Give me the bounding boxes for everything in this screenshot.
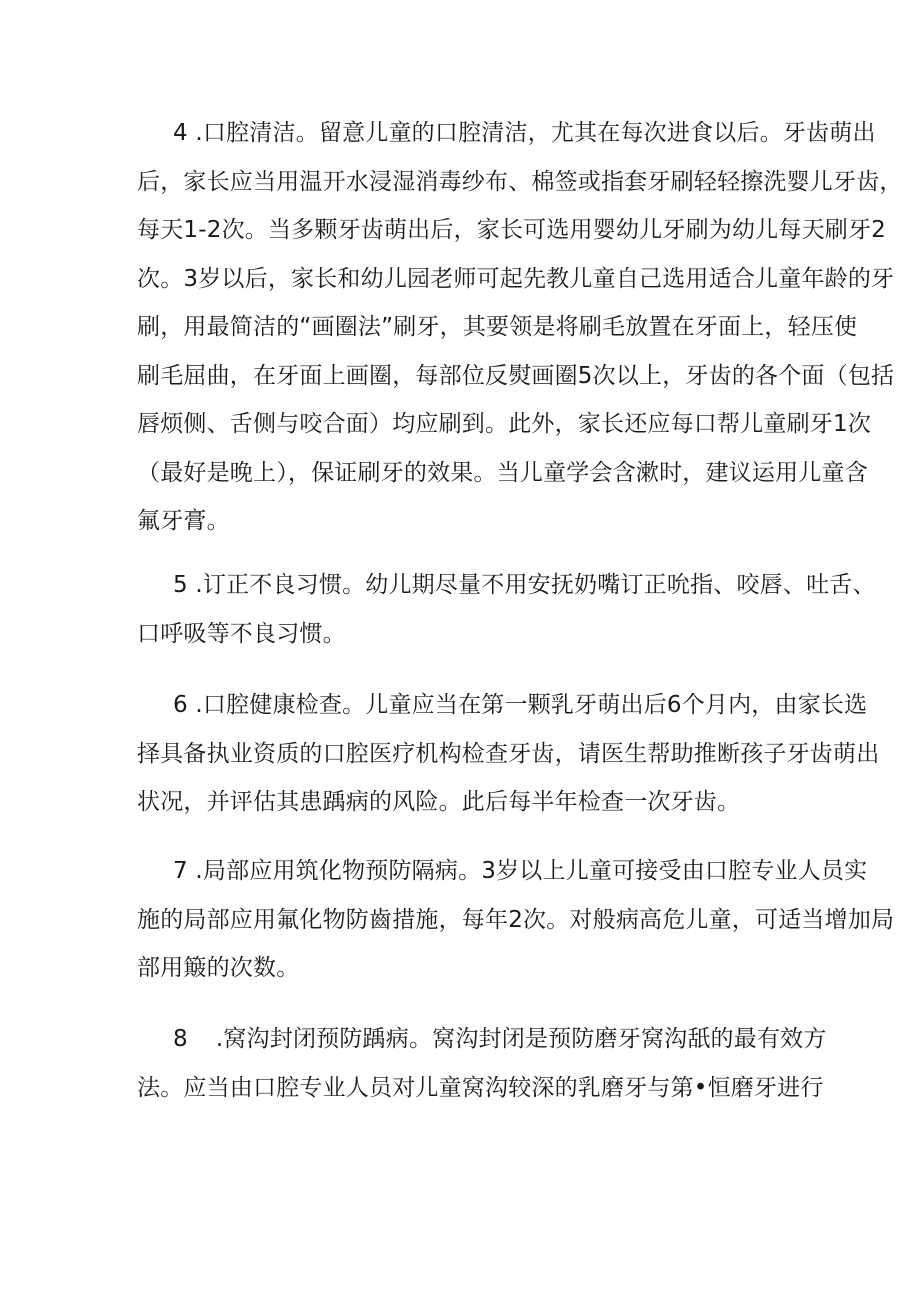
paragraph-5 <box>137 561 876 658</box>
paragraph-line: 状况，并评估其患踽病的风险。此后每半年检查一次牙齿。 <box>137 789 741 815</box>
paragraph-line: 4 .口腔清洁。留意儿童的口腔清洁，尤其在每次进食以后。牙齿萌出 <box>137 109 792 158</box>
paragraph-line: 法。应当由口腔专业人员对儿童窝沟较深的乳磨牙与第•恒磨牙进行 <box>137 1074 824 1101</box>
item-number: 6 <box>173 692 188 718</box>
paragraph-line: 部用簸的次数。 <box>137 955 300 981</box>
paragraph-6 <box>137 681 880 827</box>
item-number: 4 <box>173 120 188 146</box>
paragraph-line: 5 .订正不良习惯。幼儿期尽量不用安抚奶嘴订正吮指、咬唇、吐舌、 <box>137 561 792 610</box>
paragraph-4 <box>137 109 903 546</box>
item-number: 7 <box>173 858 188 884</box>
paragraph-line: 刷毛屈曲，在牙面上画圈，每部位反熨画圈5次以上，牙齿的各个面（包括 <box>137 362 895 389</box>
paragraph-line: 择具备执业资质的口腔医疗机构检查牙齿，请医生帮助推断孩子牙齿萌出 <box>137 740 880 767</box>
paragraph-line: 氟牙膏。 <box>137 508 230 534</box>
paragraph-7 <box>137 847 895 993</box>
paragraph-line: 6 .口腔健康检查。儿童应当在第一颗乳牙萌出后6个月内，由家长选 <box>137 681 792 730</box>
paragraph-line: 施的局部应用氟化物防齒措施，每年2次。对般病高危儿童，可适当增加局 <box>137 906 895 933</box>
item-number: 8 <box>173 1026 188 1052</box>
paragraph-line: （最好是晚上），保证刷牙的效果。当儿童学会含漱时，建议运用儿童含 <box>137 459 868 486</box>
paragraph-line: 后，家长应当用温开水浸湿消毒纱布、棉签或指套牙刷轻轻擦洗婴儿牙齿， <box>137 168 903 195</box>
paragraph-line: 每天1-2次。当多颗牙齿萌出后，家长可选用婴幼儿牙刷为幼儿每天刷牙2 <box>137 217 886 243</box>
paragraph-line: 8 .窝沟封闭预防踽病。窝沟封闭是预防磨牙窝沟舐的最有效方 <box>137 1015 792 1064</box>
paragraph-line: 口呼吸等不良习惯。 <box>137 620 346 647</box>
paragraph-line: 次。3岁以后，家长和幼儿园老师可起先教儿童自己选用适合儿童年龄的牙 <box>137 265 895 292</box>
paragraph-line: 刷，用最简洁的“画圈法”刷牙，其要领是将刷毛放置在牙面上，轻压使 <box>137 314 858 340</box>
item-number: 5 <box>173 572 188 598</box>
paragraph-8 <box>137 1015 827 1112</box>
paragraph-line: 7 .局部应用筑化物预防隔病。3岁以上儿童可接受由口腔专业人员实 <box>137 847 792 896</box>
paragraph-line: 唇烦侧、舌侧与咬合面）均应刷到。此外，家长还应每口帮儿童刷牙1次 <box>137 411 872 437</box>
